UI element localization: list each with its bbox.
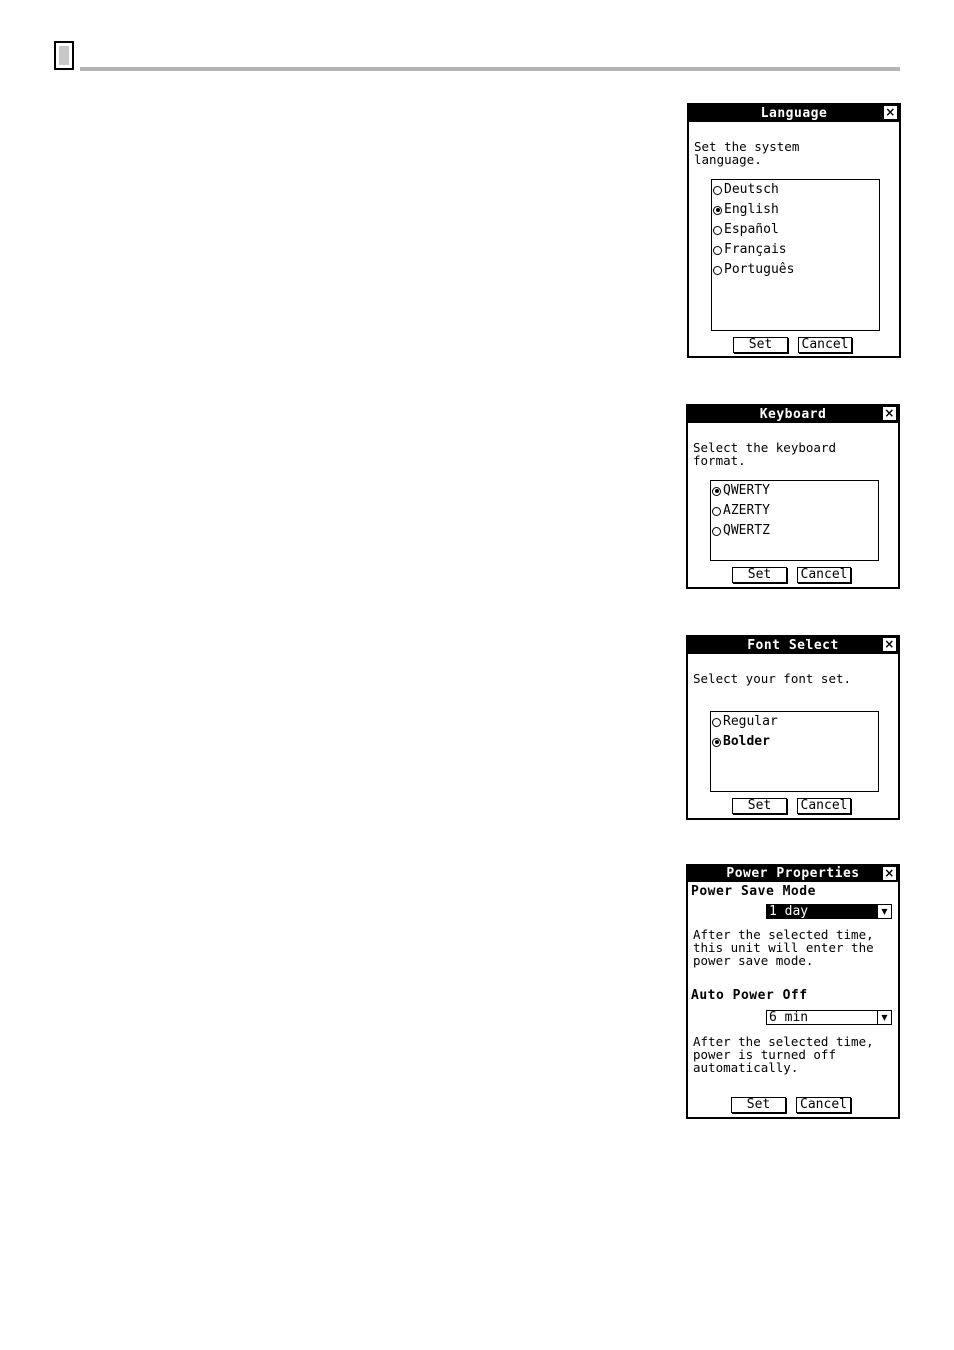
chevron-down-icon: ▼ (877, 1011, 891, 1024)
font-select-titlebar (688, 637, 898, 654)
option-label: QWERTY (723, 483, 770, 498)
chevron-down-icon: ▼ (877, 905, 891, 918)
radio-selected-icon (712, 738, 721, 747)
close-icon[interactable]: × (885, 105, 896, 119)
radio-icon (713, 226, 722, 235)
power-titlebar (688, 866, 898, 882)
radio-icon (713, 246, 722, 255)
keyboard-titlebar (688, 406, 898, 423)
auto-power-off-label: Auto Power Off (691, 988, 808, 1003)
set-button[interactable]: Set (733, 337, 788, 353)
keyboard-dialog (686, 404, 900, 589)
cancel-button[interactable]: Cancel (798, 337, 852, 353)
font-select-dialog (686, 635, 900, 820)
option-qwerty[interactable] (711, 481, 770, 501)
power-save-description: After the selected time, this unit will enter the power save mode. (693, 927, 874, 968)
power-save-mode-dropdown[interactable] (766, 904, 892, 919)
radio-icon (713, 266, 722, 275)
language-dialog (687, 103, 901, 358)
cancel-button[interactable]: Cancel (797, 798, 851, 814)
dialog-prompt: Set the system language. (694, 139, 800, 167)
auto-power-off-dropdown[interactable] (766, 1010, 892, 1025)
close-icon[interactable]: × (884, 866, 895, 880)
radio-selected-icon (713, 206, 722, 215)
language-titlebar (689, 105, 899, 122)
option-azerty[interactable] (711, 501, 770, 521)
option-label: Bolder (723, 734, 770, 749)
power-properties-dialog (686, 864, 900, 1119)
set-button[interactable]: Set (732, 567, 787, 583)
keyboard-listbox[interactable] (710, 480, 879, 561)
dialog-prompt: Select the keyboard format. (693, 440, 836, 468)
dialog-title: Keyboard (759, 407, 827, 422)
option-label: English (724, 202, 779, 217)
radio-icon (712, 527, 721, 536)
option-francais[interactable] (712, 240, 787, 260)
language-listbox[interactable] (711, 179, 880, 331)
radio-selected-icon (712, 487, 721, 496)
set-button[interactable]: Set (731, 1097, 786, 1113)
dialog-title: Language (760, 106, 828, 121)
option-label: Português (724, 262, 795, 277)
option-english[interactable] (712, 200, 779, 220)
page-tab-icon (54, 41, 74, 70)
radio-icon (712, 507, 721, 516)
option-label: Regular (723, 714, 778, 729)
option-deutsch[interactable] (712, 180, 779, 200)
cancel-button[interactable]: Cancel (797, 567, 851, 583)
dropdown-value: 1 day (769, 904, 809, 919)
option-label: QWERTZ (723, 523, 770, 538)
option-label: Deutsch (724, 182, 779, 197)
cancel-button[interactable]: Cancel (796, 1097, 851, 1113)
option-qwertz[interactable] (711, 521, 770, 541)
header-rule (80, 67, 900, 71)
option-espanol[interactable] (712, 220, 779, 240)
dialog-title: Font Select (747, 638, 839, 653)
option-label: AZERTY (723, 503, 770, 518)
option-label: Español (724, 222, 779, 237)
power-save-mode-label: Power Save Mode (691, 884, 816, 899)
close-icon[interactable]: × (884, 406, 895, 420)
radio-icon (713, 186, 722, 195)
set-button[interactable]: Set (732, 798, 787, 814)
font-listbox[interactable] (710, 711, 879, 792)
option-portugues[interactable] (712, 260, 794, 280)
close-icon[interactable]: × (884, 637, 895, 651)
dialog-prompt: Select your font set. (693, 671, 852, 686)
option-label: Français (724, 242, 787, 257)
dropdown-value: 6 min (769, 1010, 809, 1025)
radio-icon (712, 718, 721, 727)
auto-off-description: After the selected time, power is turned off automatically. (693, 1034, 874, 1075)
dialog-title: Power Properties (726, 866, 860, 881)
option-bolder[interactable] (711, 732, 770, 752)
option-regular[interactable] (711, 712, 778, 732)
